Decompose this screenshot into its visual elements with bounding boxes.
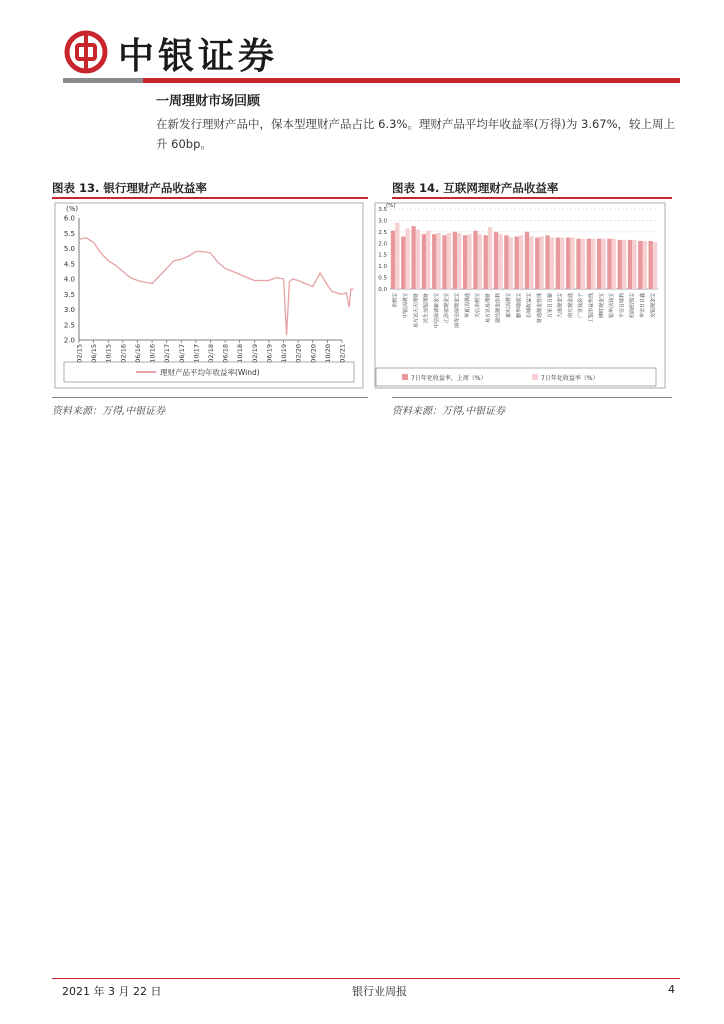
chart-13-ytick: 2.0 — [63, 336, 75, 345]
chart-13-ytick: 3.0 — [63, 306, 75, 314]
chart-14-category-label: 大成现金宝 — [557, 293, 564, 319]
footer-rule — [52, 978, 680, 979]
chart-13-ytick: 4.0 — [63, 275, 75, 284]
chart-14-bar — [612, 239, 616, 289]
chart-13-xtick: 02/19 — [250, 344, 259, 363]
section-title: 一周理财市场回顾 — [156, 94, 261, 109]
section-body: 在新发行理财产品中，保本型理财产品占比 6.3%。理财产品平均年收益率(万得)为 3.67%，较上周上升 60bp。 — [156, 117, 676, 151]
chart-14-bar — [432, 234, 436, 289]
chart-14-category-label: 民生加银理财 — [423, 293, 430, 324]
chart-13-xtick: 10/15 — [104, 344, 113, 363]
chart-14-ytick: 3.5 — [378, 207, 387, 213]
chart-14-bar — [478, 234, 482, 289]
header-rule-accent — [63, 78, 143, 83]
chart-14-bar — [436, 233, 440, 289]
chart-14-bar — [519, 235, 523, 289]
chart-14-bar — [653, 242, 657, 289]
footer-report-name: 银行业周报 — [352, 985, 407, 998]
chart-13-legend-label: 理财产品平均年收益率(Wind) — [160, 368, 260, 377]
chart-14-bar — [509, 238, 513, 289]
chart-13-xtick: 02/16 — [119, 344, 128, 363]
chart-13-xtick: 02/15 — [75, 344, 84, 363]
chart-14-category-label: 平安日增利 — [619, 293, 626, 319]
chart-14-bar — [416, 230, 420, 289]
chart-14-bar — [607, 239, 611, 289]
chart-13-ytick: 4.5 — [63, 260, 75, 269]
chart-14-category-label: 银华活钱宝 — [609, 293, 616, 319]
chart-14-category-label: 易方达易理财 — [485, 293, 492, 324]
chart-14-bar — [570, 238, 574, 289]
chart-13-ytick: 2.5 — [63, 321, 75, 330]
chart-13-xtick: 10/17 — [192, 344, 201, 363]
chart-14-bar — [457, 233, 461, 289]
chart-14-bar — [391, 231, 395, 289]
chart-14-category-label: 中信保诚薪金宝 — [433, 293, 440, 329]
chart-14-bar — [591, 239, 595, 289]
chart-14-bar — [560, 238, 564, 289]
chart-13-xtick: 10/19 — [280, 344, 289, 363]
chart-14-category-label: 天弘余额宝 — [475, 293, 482, 319]
chart-14-bar — [488, 227, 492, 289]
chart-14-category-label: 华夏活期通 — [464, 293, 471, 319]
chart-14-legend-swatch — [402, 374, 408, 380]
chart-14-category-label: 鹏华增值宝 — [516, 293, 523, 319]
chart-14-ylabel: (%) — [386, 203, 396, 209]
figure-14-source-rule — [392, 397, 672, 398]
chart-14-category-label: 万家日日薪 — [547, 293, 554, 319]
chart-14-bar — [442, 235, 446, 289]
chart-13-series-line — [79, 238, 354, 336]
brand-name: 中银证券 — [118, 35, 279, 77]
figure-13-rule — [52, 197, 368, 199]
chart-14-bar — [556, 238, 560, 289]
chart-14-bar — [411, 226, 415, 289]
chart-14-bar — [426, 231, 430, 289]
chart-13-ytick: 3.5 — [63, 290, 75, 299]
chart-14-category-label: 余额宝 — [392, 293, 399, 309]
chart-13-xtick: 02/18 — [207, 344, 215, 363]
chart-14-category-label: 广发钱袋子 — [578, 293, 585, 319]
chart-14 — [372, 200, 672, 392]
chart-14-bar — [515, 236, 519, 289]
chart-14-category-label: 易方达天天理财 — [413, 293, 420, 329]
chart-14-bar — [638, 241, 642, 289]
chart-14-bar — [632, 240, 636, 289]
chart-14-bar — [587, 239, 591, 289]
chart-14-legend-swatch — [532, 374, 538, 380]
chart-14-bar — [525, 232, 529, 289]
chart-14-ytick: 2.0 — [378, 241, 387, 248]
chart-14-ytick: 1.0 — [378, 264, 387, 271]
chart-14-ytick: 3.0 — [378, 218, 387, 225]
figure-14-rule — [392, 197, 672, 199]
chart-14-bar — [494, 232, 498, 289]
chart-14-bar — [504, 235, 508, 289]
chart-14-bar — [576, 239, 580, 289]
chart-14-category-label: 工银添益快线 — [588, 293, 595, 324]
chart-13-xtick: 06/20 — [309, 344, 318, 363]
chart-14-category-label: 博时现金宝 — [598, 293, 605, 319]
figure-13-source: 资料来源：万得,中银证券 — [52, 406, 166, 417]
chart-13-xtick: 02/17 — [163, 344, 172, 363]
chart-14-category-label: 南方现金通 — [567, 293, 574, 319]
chart-14-bar — [649, 241, 653, 289]
chart-14-bar — [535, 238, 539, 289]
chart-13 — [52, 200, 368, 392]
chart-14-category-label: 国寿安保增金宝 — [454, 293, 461, 329]
bank-of-china-logo-icon — [64, 30, 108, 74]
chart-14-category-label: 汇添富现金宝 — [444, 293, 451, 324]
chart-14-category-label: 嘉实活期宝 — [506, 293, 513, 319]
chart-14-bar — [581, 239, 585, 289]
chart-14-bar — [467, 234, 471, 289]
chart-14-category-label: 交银现金宝 — [650, 293, 657, 319]
chart-14-bar — [618, 240, 622, 289]
chart-14-bar — [643, 241, 647, 289]
chart-14-bar — [498, 234, 502, 289]
page-number: 4 — [668, 983, 675, 996]
chart-13-xtick: 06/16 — [133, 344, 142, 363]
chart-14-category-label: 中银活期宝 — [402, 293, 409, 319]
chart-14-category-label: 华安日日鑫 — [640, 293, 647, 319]
chart-14-ytick: 0.0 — [378, 287, 387, 293]
chart-14-bar — [453, 232, 457, 289]
figure-14-title: 图表 14. 互联网理财产品收益率 — [392, 181, 559, 195]
chart-14-ytick: 1.5 — [378, 252, 387, 259]
chart-14-bar — [395, 223, 399, 289]
chart-13-xtick: 06/15 — [90, 344, 99, 363]
figure-13-source-rule — [52, 397, 368, 398]
chart-14-bar — [622, 240, 626, 289]
chart-14-bar — [473, 231, 477, 289]
chart-14-ytick: 2.5 — [378, 229, 387, 236]
figure-14-source: 资料来源：万得,中银证券 — [392, 406, 506, 417]
chart-14-category-label: 长城收益宝 — [526, 293, 533, 319]
chart-14-bar — [529, 236, 533, 289]
chart-13-xtick: 10/20 — [323, 344, 332, 363]
chart-14-category-label: 招商招钱宝 — [629, 293, 636, 319]
chart-13-xtick: 02/21 — [338, 344, 347, 363]
chart-14-bar — [447, 233, 451, 289]
figure-13-title: 图表 13. 银行理财产品收益率 — [52, 181, 207, 195]
chart-14-bar — [401, 236, 405, 289]
chart-14-bar — [597, 239, 601, 289]
chart-14-bar — [463, 235, 467, 289]
chart-13-xtick: 10/16 — [148, 344, 157, 363]
chart-13-xtick: 10/18 — [236, 344, 245, 363]
chart-13-ytick: 5.0 — [63, 245, 75, 253]
chart-14-ytick: 0.5 — [378, 275, 387, 282]
chart-14-bar — [539, 236, 543, 289]
chart-14-category-label: 财通现金管理 — [536, 293, 543, 324]
chart-13-xtick: 06/18 — [221, 344, 230, 363]
chart-14-bar — [545, 235, 549, 289]
chart-13-ytick: 6.0 — [63, 214, 75, 223]
chart-14-bar — [628, 240, 632, 289]
chart-14-bar — [484, 235, 488, 289]
header-rule — [63, 78, 680, 83]
footer-date: 2021 年 3 月 22 日 — [62, 985, 162, 998]
chart-13-xtick: 06/19 — [265, 344, 274, 363]
chart-14-legend-label: 7日年化收益率，上周（%） — [411, 375, 487, 382]
chart-14-bar — [422, 234, 426, 289]
chart-14-bar — [601, 239, 605, 289]
chart-13-ylabel: (%) — [66, 205, 79, 213]
chart-13-xtick: 06/17 — [177, 344, 186, 363]
chart-14-bar — [550, 238, 554, 289]
chart-13-xtick: 02/20 — [294, 344, 303, 363]
chart-14-category-label: 建信现金添利 — [495, 293, 502, 324]
chart-13-ytick: 5.5 — [63, 229, 75, 238]
chart-14-legend-label: 7日年化收益率（%） — [541, 375, 599, 382]
chart-14-bar — [566, 238, 570, 289]
chart-14-bar — [405, 228, 409, 289]
